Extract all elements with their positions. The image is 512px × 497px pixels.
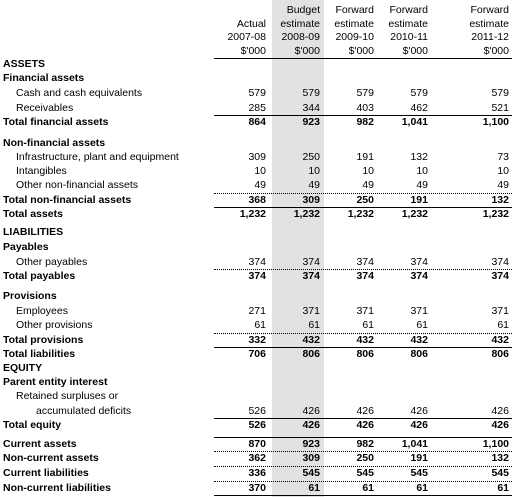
column-header-0-line-1: 2007-08 [227,31,266,43]
column-header-2-line-0: Forward [335,4,374,16]
column-header-2-line-2: 2009-10 [335,31,374,43]
row-value-col-4: 1,232 [482,208,509,220]
row-value-col-0: 271 [248,305,266,317]
row-label: Other payables [16,256,88,268]
row-label: EQUITY [3,362,43,374]
table-row [0,269,512,283]
row-label: Total assets [3,208,63,220]
total-rule [214,347,512,348]
row-value-col-3: 806 [410,348,428,360]
row-value-col-3: 132 [410,151,428,163]
row-value-col-4: 432 [491,334,509,346]
table-row [0,255,512,269]
column-header-3-line-2: 2010-11 [390,31,428,43]
bottom-rule [214,495,512,496]
row-value-col-2: 982 [356,116,374,128]
row-label: Provisions [3,290,57,302]
row-value-col-2: 250 [356,194,374,206]
total-rule [214,481,512,482]
row-value-col-2: 374 [356,256,374,268]
table-row [0,164,512,178]
table-row [0,451,512,465]
row-value-col-2: 374 [356,270,374,282]
row-label: Non-financial assets [3,137,106,149]
row-label: Total provisions [3,334,84,346]
row-value-col-3: 432 [410,334,428,346]
total-rule [214,207,512,208]
row-label: Total equity [3,419,62,431]
row-value-col-1: 426 [302,405,320,417]
row-value-col-4: 426 [491,419,509,431]
column-header-4-line-2: 2011-12 [471,31,509,43]
row-label: Payables [3,241,49,253]
row-value-col-4: 374 [491,256,509,268]
table-row [0,481,512,495]
row-label: Other provisions [16,319,93,331]
column-header-3-line-3: $'000 [402,44,428,57]
row-value-col-2: 426 [356,405,374,417]
total-rule [214,193,512,194]
table-row [0,101,512,115]
table-row [0,333,512,347]
row-value-col-4: 806 [491,348,509,360]
row-value-col-4: 521 [491,102,509,114]
row-value-col-2: 250 [356,452,374,464]
row-value-col-1: 1,232 [293,208,320,220]
row-value-col-3: 61 [416,482,428,494]
row-value-col-3: 61 [416,319,428,331]
column-header-2-line-3: $'000 [348,44,374,57]
table-row [0,404,512,418]
row-value-col-0: 368 [248,194,266,206]
row-label: Receivables [16,102,74,114]
row-value-col-0: 10 [254,165,266,177]
row-value-col-3: 426 [410,419,428,431]
row-value-col-3: 1,232 [401,208,428,220]
row-value-col-4: 1,100 [482,438,509,450]
row-label: ASSETS [3,58,46,70]
row-value-col-2: 982 [356,438,374,450]
row-label: Non-current assets [3,452,99,464]
table-row [0,318,512,332]
row-value-col-0: 309 [248,151,266,163]
row-value-col-0: 336 [248,467,266,479]
row-value-col-1: 374 [302,256,320,268]
row-value-col-3: 191 [410,194,428,206]
row-value-col-3: 191 [410,452,428,464]
total-rule [214,466,512,467]
row-value-col-2: 806 [356,348,374,360]
row-value-col-3: 49 [416,179,428,191]
column-header-1-line-3: $'000 [294,44,320,57]
row-value-col-2: 545 [356,467,374,479]
row-value-col-1: 545 [302,467,320,479]
row-label: accumulated deficits [36,405,132,417]
row-value-col-0: 362 [248,452,266,464]
row-value-col-0: 61 [254,319,266,331]
table-row [0,225,512,239]
row-value-col-4: 61 [497,482,509,494]
column-header-4-line-3: $'000 [483,44,509,57]
column-header-3-line-1: estimate [388,17,428,30]
table-row [0,437,512,451]
row-value-col-4: 371 [491,305,509,317]
row-label: Other non-financial assets [16,179,138,191]
row-label: Cash and cash equivalents [16,87,143,99]
row-value-col-1: 371 [302,305,320,317]
row-value-col-4: 132 [491,452,509,464]
row-value-col-3: 545 [410,467,428,479]
total-rule [214,437,512,438]
row-value-col-1: 250 [302,151,320,163]
row-value-col-1: 344 [302,102,320,114]
row-value-col-1: 426 [302,419,320,431]
row-value-col-0: 870 [248,438,266,450]
column-header-1-line-1: estimate [280,17,320,30]
row-label: Employees [16,305,68,317]
total-rule [214,451,512,452]
table-row [0,178,512,192]
row-value-col-0: 526 [248,419,266,431]
row-label: Current assets [3,438,77,450]
total-rule [214,418,512,419]
column-header-2-line-1: estimate [334,17,374,30]
header-rule [214,58,512,59]
row-value-col-3: 374 [410,270,428,282]
row-value-col-4: 1,100 [482,116,509,128]
row-value-col-1: 432 [302,334,320,346]
row-value-col-3: 462 [410,102,428,114]
table-row [0,136,512,150]
row-label: Parent entity interest [3,376,108,388]
column-header-3-line-0: Forward [389,4,428,16]
row-value-col-0: 49 [254,179,266,191]
row-value-col-1: 923 [302,116,320,128]
row-value-col-3: 374 [410,256,428,268]
row-value-col-2: 403 [356,102,374,114]
row-value-col-3: 426 [410,405,428,417]
column-header-1-line-0: Budget [286,4,320,16]
row-value-col-4: 374 [491,270,509,282]
table-row [0,193,512,207]
table-row [0,418,512,432]
total-rule [214,269,512,270]
row-value-col-1: 10 [308,165,320,177]
row-value-col-4: 579 [491,87,509,99]
table-row [0,289,512,303]
table-row [0,240,512,254]
row-value-col-1: 61 [308,482,320,494]
total-rule [214,115,512,116]
row-label: Financial assets [3,72,85,84]
table-row [0,86,512,100]
row-value-col-1: 923 [302,438,320,450]
column-header-1-line-2: 2008-09 [281,31,320,43]
row-value-col-0: 370 [248,482,266,494]
row-value-col-3: 10 [416,165,428,177]
row-label: Total payables [3,270,76,282]
table-row [0,466,512,480]
table-row [0,361,512,375]
row-label: Intangibles [16,165,67,177]
table-row [0,207,512,221]
row-value-col-0: 706 [248,348,266,360]
row-value-col-0: 285 [248,102,266,114]
row-value-col-1: 374 [302,270,320,282]
row-value-col-0: 332 [248,334,266,346]
row-value-col-0: 579 [248,87,266,99]
table-row [0,115,512,129]
table-row [0,389,512,403]
row-label: Infrastructure, plant and equipment [16,151,179,163]
table-row [0,375,512,389]
table-row [0,71,512,85]
row-value-col-4: 545 [491,467,509,479]
row-value-col-0: 374 [248,270,266,282]
row-value-col-1: 309 [302,194,320,206]
row-value-col-2: 10 [362,165,374,177]
row-value-col-4: 132 [491,194,509,206]
row-value-col-2: 61 [362,319,374,331]
row-value-col-0: 374 [248,256,266,268]
row-value-col-1: 61 [308,319,320,331]
row-value-col-0: 526 [248,405,266,417]
row-value-col-3: 1,041 [401,438,428,450]
row-value-col-3: 579 [410,87,428,99]
row-value-col-4: 73 [497,151,509,163]
row-label: Current liabilities [3,467,89,479]
table-row [0,347,512,361]
row-value-col-2: 61 [362,482,374,494]
row-value-col-4: 426 [491,405,509,417]
column-header-0-line-2: $'000 [240,44,266,57]
row-label: Total financial assets [3,116,109,128]
row-value-col-3: 371 [410,305,428,317]
row-value-col-2: 432 [356,334,374,346]
table-row [0,57,512,71]
row-value-col-1: 49 [308,179,320,191]
row-label: Non-current liabilities [3,482,111,494]
column-header-4-line-1: estimate [469,17,509,30]
row-label: Total non-financial assets [3,194,132,206]
row-value-col-1: 806 [302,348,320,360]
row-value-col-2: 191 [356,151,374,163]
row-value-col-2: 1,232 [347,208,374,220]
column-header-4-line-0: Forward [470,4,509,16]
row-label: LIABILITIES [3,226,64,238]
table-row [0,304,512,318]
row-value-col-4: 49 [497,179,509,191]
row-value-col-2: 426 [356,419,374,431]
row-value-col-0: 864 [248,116,266,128]
column-header-0-line-0: Actual [236,17,266,30]
row-value-col-1: 309 [302,452,320,464]
row-value-col-3: 1,041 [401,116,428,128]
row-value-col-2: 371 [356,305,374,317]
row-label: Total liabilities [3,348,76,360]
row-value-col-2: 49 [362,179,374,191]
row-value-col-4: 61 [497,319,509,331]
row-value-col-1: 579 [302,87,320,99]
row-value-col-0: 1,232 [239,208,266,220]
total-rule [214,333,512,334]
row-value-col-4: 10 [497,165,509,177]
row-label: Retained surpluses or [16,390,119,402]
row-value-col-2: 579 [356,87,374,99]
table-row [0,150,512,164]
